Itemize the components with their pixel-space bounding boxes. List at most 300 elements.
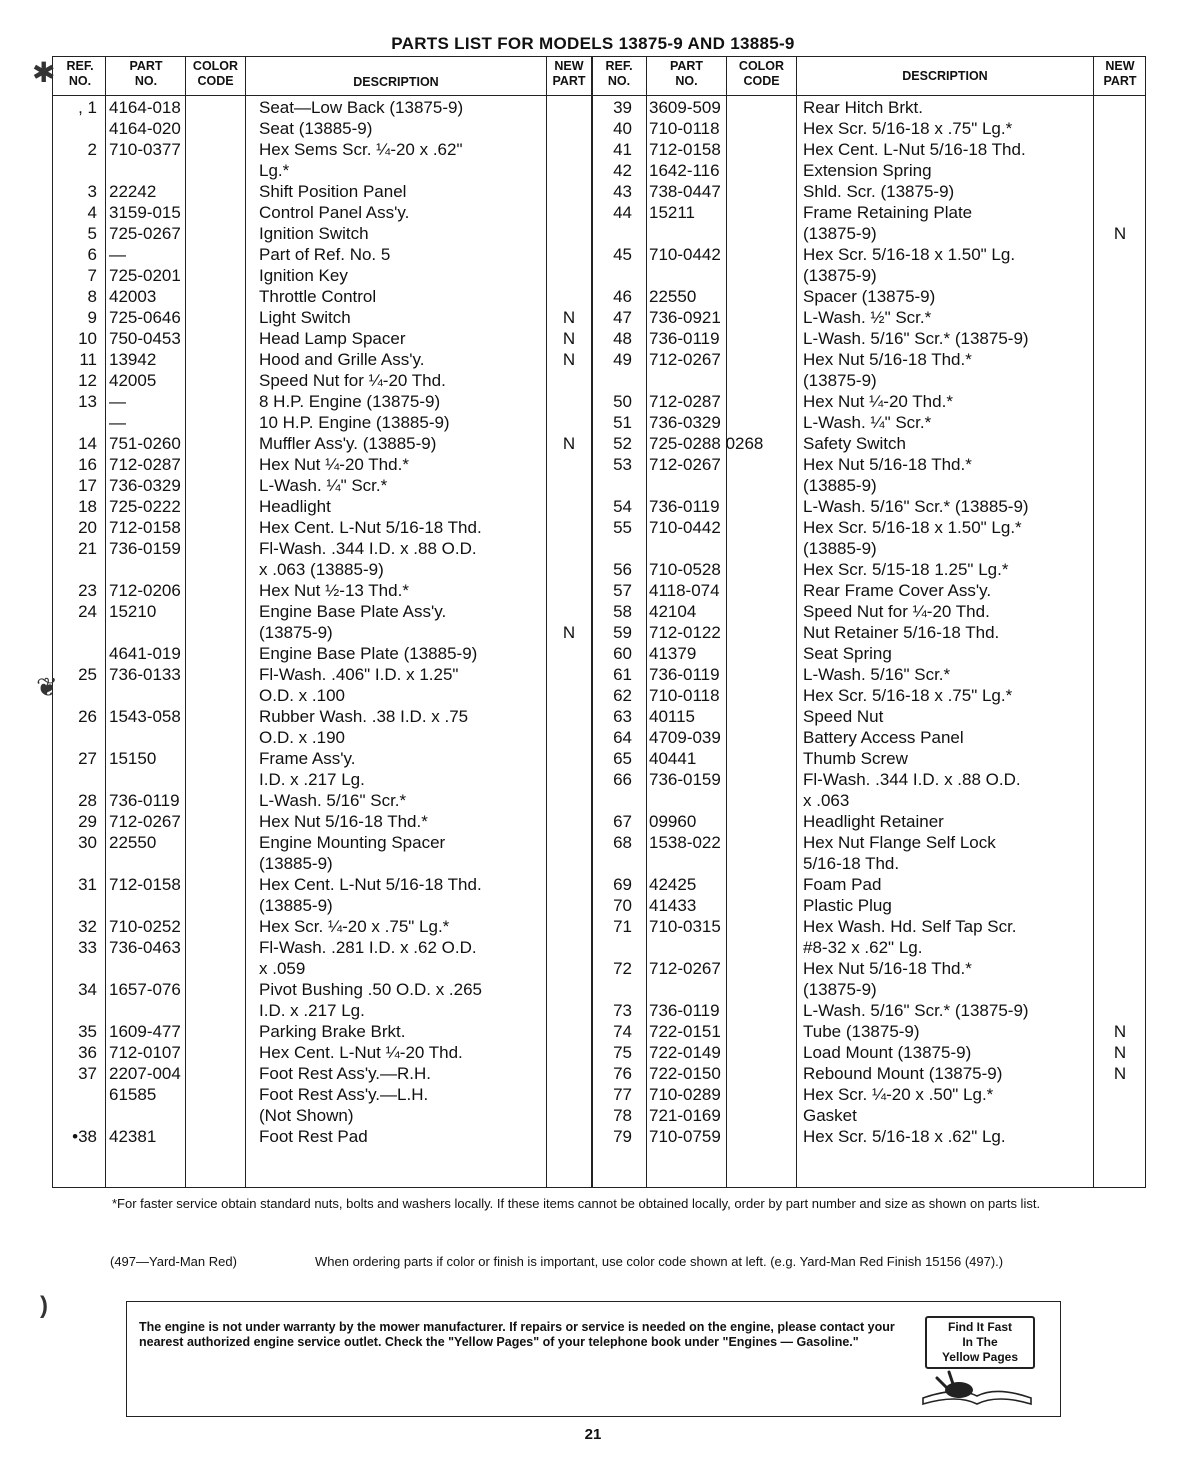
left-cell-ref: 37 — [78, 1064, 97, 1083]
right-cell-desc: Rear Hitch Brkt. — [803, 98, 923, 117]
right-table-row — [53, 580, 1145, 601]
left-cell-ref: , 1 — [78, 98, 97, 117]
right-cell-desc: Speed Nut — [803, 707, 884, 726]
right-cell-desc: (13875-9) — [803, 266, 877, 285]
right-cell-desc: Load Mount (13875-9) — [803, 1043, 972, 1062]
right-cell-ref: 46 — [613, 287, 632, 306]
right-table-row — [53, 853, 1145, 874]
left-cell-part: 22550 — [109, 833, 157, 852]
right-cell-desc: Hex Nut ¼-20 Thd.* — [803, 392, 953, 411]
right-cell-desc: Gasket — [803, 1106, 857, 1125]
left-cell-part: 15210 — [109, 602, 157, 621]
right-cell-ref: 70 — [613, 896, 632, 915]
left-cell-part: 751-0260 — [109, 434, 181, 453]
right-table-row — [53, 559, 1145, 580]
right-table-row — [53, 1126, 1145, 1147]
right-cell-ref: 63 — [613, 707, 632, 726]
left-cell-part: 725-0267 — [109, 224, 181, 243]
right-cell-desc: Hex Scr. 5/16-18 x 1.50" Lg.* — [803, 518, 1022, 537]
right-cell-ref: 49 — [613, 350, 632, 369]
left-cell-desc: Seat (13885-9) — [259, 119, 373, 138]
right-cell-new: N — [1113, 1022, 1127, 1041]
right-table-row — [53, 412, 1145, 433]
left-cell-part: 736-0329 — [109, 476, 181, 495]
left-cell-desc: Fl-Wash. .406" I.D. x 1.25" — [259, 665, 459, 684]
left-cell-part: 22242 — [109, 182, 157, 201]
left-cell-ref: 8 — [87, 287, 97, 306]
right-cell-ref: 79 — [613, 1127, 632, 1146]
right-cell-ref: 52 — [613, 434, 632, 453]
header-part-no: PART NO. — [129, 59, 163, 88]
left-cell-part: 15150 — [109, 749, 157, 768]
right-cell-part: 42104 — [649, 602, 697, 621]
right-table-row — [53, 643, 1145, 664]
left-cell-desc: Lg.* — [259, 161, 290, 180]
left-cell-desc: Fl-Wash. .344 I.D. x .88 O.D. — [259, 539, 477, 558]
left-cell-ref: 27 — [78, 749, 97, 768]
left-cell-part: 13942 — [109, 350, 157, 369]
left-cell-ref: 20 — [78, 518, 97, 537]
right-cell-desc: Seat Spring — [803, 644, 892, 663]
left-cell-part: 712-0158 — [109, 518, 181, 537]
left-cell-desc: Hex Scr. ¼-20 x .75" Lg.* — [259, 917, 450, 936]
left-cell-part: 710-0377 — [109, 140, 181, 159]
right-cell-part: 722-0151 — [649, 1022, 721, 1041]
right-table-row — [53, 979, 1145, 1000]
right-cell-part: 736-0159 — [649, 770, 721, 789]
right-cell-ref: 56 — [613, 560, 632, 579]
left-cell-desc: Headlight — [259, 497, 331, 516]
right-cell-desc: Plastic Plug — [803, 896, 892, 915]
right-table-row — [53, 790, 1145, 811]
left-cell-ref: 30 — [78, 833, 97, 852]
left-cell-ref: 9 — [87, 308, 97, 327]
right-table-row — [53, 601, 1145, 622]
right-table-row — [53, 811, 1145, 832]
right-cell-desc: (13885-9) — [803, 539, 877, 558]
right-cell-desc: Hex Nut 5/16-18 Thd.* — [803, 455, 972, 474]
header-description: DESCRIPTION — [353, 75, 439, 89]
left-cell-ref: 7 — [87, 266, 97, 285]
walking-fingers-icon — [917, 1368, 1037, 1408]
left-cell-part: 4164-018 — [109, 98, 181, 117]
right-cell-desc: Fl-Wash. .344 I.D. x .88 O.D. — [803, 770, 1021, 789]
right-cell-ref: 55 — [613, 518, 632, 537]
header-part-no-right: PART NO. — [669, 59, 704, 88]
right-cell-new: N — [1113, 1064, 1127, 1083]
right-table-row — [53, 307, 1145, 328]
right-cell-desc: Rear Frame Cover Ass'y. — [803, 581, 992, 600]
scan-mark-icon: ✱ — [32, 57, 56, 88]
right-cell-part: 738-0447 — [649, 182, 721, 201]
right-table-row — [53, 769, 1145, 790]
left-cell-ref: 17 — [78, 476, 97, 495]
right-table-row — [53, 706, 1145, 727]
right-cell-part: 712-0287 — [649, 392, 721, 411]
left-cell-desc: Ignition Switch — [259, 224, 369, 243]
left-cell-part: 725-0646 — [109, 308, 181, 327]
left-cell-ref: 14 — [78, 434, 97, 453]
right-cell-new: N — [1113, 224, 1127, 243]
right-table-row — [53, 937, 1145, 958]
badge-line-3: Yellow Pages — [941, 1350, 1019, 1364]
right-cell-ref: 78 — [613, 1106, 632, 1125]
left-cell-desc: (Not Shown) — [259, 1106, 354, 1125]
right-cell-ref: 67 — [613, 812, 632, 831]
left-cell-desc: Speed Nut for ¼-20 Thd. — [259, 371, 446, 390]
right-cell-desc: Shld. Scr. (13875-9) — [803, 182, 955, 201]
left-cell-part: — — [109, 413, 126, 432]
right-cell-ref: 45 — [613, 245, 632, 264]
left-cell-new: N — [562, 329, 576, 348]
right-cell-desc: Tube (13875-9) — [803, 1022, 920, 1041]
left-cell-ref: 26 — [78, 707, 97, 726]
right-table-row — [53, 181, 1145, 202]
left-cell-desc: Ignition Key — [259, 266, 348, 285]
left-cell-desc: Muffler Ass'y. (13885-9) — [259, 434, 437, 453]
right-cell-desc: L-Wash. ½" Scr.* — [803, 308, 932, 327]
badge-line-2: In The — [962, 1335, 998, 1349]
left-cell-desc: Hex Cent. L-Nut ¼-20 Thd. — [259, 1043, 463, 1062]
page-title: PARTS LIST FOR MODELS 13875-9 AND 13885-9 — [391, 34, 795, 53]
left-cell-desc: Hex Nut 5/16-18 Thd.* — [259, 812, 428, 831]
right-cell-part: 40115 — [649, 707, 696, 726]
header-new-part-right: NEW PART — [1103, 59, 1137, 88]
right-table-row — [53, 433, 1145, 454]
left-cell-ref: 11 — [79, 350, 97, 369]
left-cell-part: 42005 — [109, 371, 157, 390]
right-table-row — [53, 118, 1145, 139]
left-cell-part: 712-0107 — [109, 1043, 181, 1062]
right-cell-part: 42425 — [649, 875, 697, 894]
page-number: 21 — [584, 1426, 602, 1443]
right-cell-desc: Hex Cent. L-Nut 5/16-18 Thd. — [803, 140, 1026, 159]
header-new-part: NEW PART — [552, 59, 586, 88]
left-cell-part: — — [109, 392, 126, 411]
right-cell-part: 4709-039 — [649, 728, 721, 747]
right-cell-new: N — [1113, 1043, 1127, 1062]
right-cell-desc: Headlight Retainer — [803, 812, 944, 831]
left-cell-ref: 24 — [78, 602, 97, 621]
left-cell-desc: I.D. x .217 Lg. — [259, 1001, 365, 1020]
left-cell-desc: x .059 — [259, 959, 306, 978]
right-cell-desc: Hex Nut Flange Self Lock — [803, 833, 996, 852]
right-cell-desc: Hex Scr. 5/16-18 x .62" Lg. — [803, 1127, 1006, 1146]
right-table-row — [53, 160, 1145, 181]
left-cell-ref: 2 — [87, 140, 97, 159]
left-cell-part: 42003 — [109, 287, 157, 306]
right-cell-part: 09960 — [649, 812, 697, 831]
header-ref-no: REF. NO. — [66, 59, 94, 88]
scan-mark-icon: ❦ — [36, 672, 58, 702]
right-cell-desc: L-Wash. 5/16" Scr.* (13875-9) — [803, 329, 1029, 348]
right-table-row — [53, 1063, 1145, 1084]
right-cell-ref: 66 — [613, 770, 632, 789]
right-cell-desc: (13875-9) — [803, 224, 877, 243]
left-cell-part: 2207-004 — [109, 1064, 181, 1083]
right-cell-part: 710-0528 — [649, 560, 721, 579]
left-cell-desc: Rubber Wash. .38 I.D. x .75 — [259, 707, 469, 726]
right-table-row — [53, 496, 1145, 517]
warranty-notice — [126, 1301, 1061, 1417]
yellow-pages-badge — [917, 1312, 1037, 1406]
right-cell-part: 722-0150 — [649, 1064, 721, 1083]
right-cell-ref: 42 — [613, 161, 632, 180]
color-note-label: (497—Yard-Man Red) — [110, 1254, 237, 1269]
left-cell-ref: 34 — [78, 980, 97, 999]
left-cell-part: 712-0158 — [109, 875, 181, 894]
right-cell-desc: Hex Scr. ¼-20 x .50" Lg.* — [803, 1085, 994, 1104]
right-cell-part: 710-0442 — [649, 245, 721, 264]
right-cell-ref: 54 — [613, 497, 632, 516]
right-cell-desc: L-Wash. 5/16" Scr.* — [803, 665, 951, 684]
left-cell-desc: Parking Brake Brkt. — [259, 1022, 406, 1041]
right-table-row — [53, 664, 1145, 685]
right-cell-ref: 76 — [613, 1064, 632, 1083]
left-cell-ref: 29 — [78, 812, 97, 831]
left-cell-ref: 28 — [78, 791, 97, 810]
right-cell-part: 4118-074 — [649, 581, 720, 600]
left-cell-part: 42381 — [109, 1127, 157, 1146]
left-cell-part: 3159-015 — [109, 203, 181, 222]
left-cell-ref: 16 — [78, 455, 97, 474]
left-cell-ref: 23 — [78, 581, 97, 600]
left-cell-desc: Shift Position Panel — [259, 182, 407, 201]
left-cell-desc: Pivot Bushing .50 O.D. x .265 — [259, 980, 483, 999]
right-cell-desc: Hex Wash. Hd. Self Tap Scr. — [803, 917, 1017, 936]
left-cell-part: 712-0267 — [109, 812, 181, 831]
right-cell-desc: Thumb Screw — [803, 749, 908, 768]
right-cell-part: 22550 — [649, 287, 697, 306]
right-cell-ref: 58 — [613, 602, 632, 621]
right-table-row — [53, 1105, 1145, 1126]
left-cell-part: 61585 — [109, 1085, 157, 1104]
right-cell-part: 41433 — [649, 896, 697, 915]
right-cell-ref: 39 — [613, 98, 632, 117]
right-cell-ref: 59 — [613, 623, 632, 642]
right-cell-ref: 41 — [613, 140, 632, 159]
left-cell-desc: (13875-9) — [259, 623, 333, 642]
right-cell-part: 3609-509 — [649, 98, 721, 117]
right-cell-part: 41379 — [649, 644, 697, 663]
right-cell-desc: Extension Spring — [803, 161, 932, 180]
color-note-text: When ordering parts if color or finish is important, use color code shown at left. (e.g. Yard-Man Red Finish 15156 (497).) — [315, 1254, 1004, 1269]
left-cell-part: 710-0252 — [109, 917, 181, 936]
right-table-row — [53, 475, 1145, 496]
right-cell-desc: (13875-9) — [803, 980, 877, 999]
left-cell-desc: Hex Cent. L-Nut 5/16-18 Thd. — [259, 875, 482, 894]
right-cell-desc: Frame Retaining Plate — [803, 203, 973, 222]
header-color-code-right: COLOR CODE — [738, 59, 785, 88]
right-table-row — [53, 748, 1145, 769]
left-cell-desc: Foot Rest Ass'y.—L.H. — [259, 1085, 429, 1104]
right-table-row — [53, 139, 1145, 160]
header-description-right: DESCRIPTION — [902, 69, 988, 83]
right-table-row — [53, 349, 1145, 370]
right-cell-ref: 62 — [613, 686, 632, 705]
right-cell-part: 712-0122 — [649, 623, 721, 642]
left-cell-part: 736-0463 — [109, 938, 181, 957]
left-cell-desc: Seat—Low Back (13875-9) — [259, 98, 464, 117]
right-table-row — [53, 685, 1145, 706]
right-cell-part: 15211 — [649, 203, 696, 222]
right-cell-part: 736-0119 — [649, 329, 720, 348]
right-cell-ref: 48 — [613, 329, 632, 348]
right-cell-desc: Hex Scr. 5/16-18 x 1.50" Lg. — [803, 245, 1016, 264]
left-cell-part: 736-0119 — [109, 791, 180, 810]
right-cell-ref: 53 — [613, 455, 632, 474]
right-cell-part: 736-0119 — [649, 665, 720, 684]
right-table-row — [53, 517, 1145, 538]
right-cell-desc: Rebound Mount (13875-9) — [803, 1064, 1003, 1083]
parts-table — [52, 56, 1146, 1188]
right-cell-desc: Speed Nut for ¼-20 Thd. — [803, 602, 990, 621]
right-cell-desc: x .063 — [803, 791, 850, 810]
left-cell-desc: L-Wash. 5/16" Scr.* — [259, 791, 407, 810]
right-cell-desc: (13885-9) — [803, 476, 877, 495]
badge-line-1: Find It Fast — [948, 1320, 1012, 1334]
right-cell-part: 710-0315 — [649, 917, 721, 936]
left-cell-desc: Control Panel Ass'y. — [259, 203, 410, 222]
right-cell-ref: 43 — [613, 182, 632, 201]
right-cell-ref: 51 — [613, 413, 632, 432]
left-cell-part: 736-0159 — [109, 539, 181, 558]
left-cell-ref: •38 — [72, 1127, 97, 1146]
right-cell-part: 710-0442 — [649, 518, 721, 537]
header-color-code: COLOR CODE — [192, 59, 239, 88]
left-cell-part: 750-0453 — [109, 329, 181, 348]
left-cell-desc: Hex Cent. L-Nut 5/16-18 Thd. — [259, 518, 482, 537]
right-cell-ref: 57 — [613, 581, 632, 600]
right-cell-part: 722-0149 — [649, 1043, 721, 1062]
right-cell-desc: Hex Scr. 5/15-18 1.25" Lg.* — [803, 560, 1009, 579]
left-cell-part: 736-0133 — [109, 665, 181, 684]
footnote: *For faster service obtain standard nuts, bolts and washers locally. If these items cannot be obtained locally, order by part number and size as shown on parts list. — [112, 1196, 1041, 1211]
right-table-row — [53, 832, 1145, 853]
left-cell-ref: 13 — [78, 392, 97, 411]
right-cell-part: 1642-116 — [649, 161, 720, 180]
left-cell-desc: 10 H.P. Engine (13885-9) — [259, 413, 450, 432]
right-cell-desc: (13875-9) — [803, 371, 877, 390]
right-cell-part: 736-0119 — [649, 1001, 720, 1020]
right-cell-desc: Hex Scr. 5/16-18 x .75" Lg.* — [803, 119, 1013, 138]
right-cell-ref: 74 — [613, 1022, 632, 1041]
left-cell-desc: L-Wash. ¼" Scr.* — [259, 476, 388, 495]
right-cell-ref: 69 — [613, 875, 632, 894]
right-table-row — [53, 538, 1145, 559]
left-cell-ref: 10 — [78, 329, 97, 348]
left-cell-desc: (13885-9) — [259, 896, 333, 915]
left-cell-desc: Engine Mounting Spacer — [259, 833, 446, 852]
left-cell-part: 725-0222 — [109, 497, 181, 516]
right-cell-ref: 75 — [613, 1043, 632, 1062]
left-cell-ref: 21 — [78, 539, 97, 558]
right-cell-part: 736-0329 — [649, 413, 721, 432]
left-cell-desc: Head Lamp Spacer — [259, 329, 406, 348]
right-cell-part: 1538-022 — [649, 833, 721, 852]
right-table-row — [53, 622, 1145, 643]
right-table-row — [53, 1021, 1145, 1042]
right-cell-ref: 44 — [613, 203, 632, 222]
left-cell-new: N — [562, 434, 576, 453]
left-cell-desc: Foot Rest Pad — [259, 1127, 368, 1146]
left-cell-desc: x .063 (13885-9) — [259, 560, 384, 579]
left-cell-desc: Engine Base Plate Ass'y. — [259, 602, 447, 621]
left-cell-ref: 25 — [78, 665, 97, 684]
header-ref-no-right: REF. NO. — [605, 59, 633, 88]
right-cell-desc: Foam Pad — [803, 875, 882, 894]
left-cell-desc: Light Switch — [259, 308, 351, 327]
right-table-row — [53, 727, 1145, 748]
right-cell-part: 712-0158 — [649, 140, 721, 159]
right-cell-desc: Battery Access Panel — [803, 728, 964, 747]
right-cell-desc: Hex Nut 5/16-18 Thd.* — [803, 959, 972, 978]
right-cell-part: 710-0289 — [649, 1085, 721, 1104]
right-cell-ref: 47 — [613, 308, 632, 327]
left-cell-desc: Hex Nut ½-13 Thd.* — [259, 581, 409, 600]
right-table-row — [53, 97, 1145, 118]
right-cell-part: 736-0119 — [649, 497, 720, 516]
right-table-row — [53, 1084, 1145, 1105]
left-cell-desc: Foot Rest Ass'y.—R.H. — [259, 1064, 432, 1083]
left-cell-new: N — [562, 623, 576, 642]
scan-mark-icon: ) — [40, 1292, 48, 1319]
left-cell-desc: Throttle Control — [259, 287, 377, 306]
right-table-row — [53, 916, 1145, 937]
left-cell-ref: 5 — [87, 224, 97, 243]
right-table-row — [53, 286, 1145, 307]
right-cell-ref: 60 — [613, 644, 632, 663]
right-cell-part: 710-0759 — [649, 1127, 721, 1146]
right-cell-ref: 64 — [613, 728, 632, 747]
right-cell-desc: Nut Retainer 5/16-18 Thd. — [803, 623, 1000, 642]
left-cell-ref: 4 — [87, 203, 97, 222]
left-cell-part: 712-0206 — [109, 581, 181, 600]
right-cell-ref: 71 — [613, 917, 632, 936]
right-table-row — [53, 958, 1145, 979]
right-cell-desc: L-Wash. 5/16" Scr.* (13885-9) — [803, 497, 1029, 516]
right-cell-desc: L-Wash. ¼" Scr.* — [803, 413, 932, 432]
left-cell-ref: 33 — [78, 938, 97, 957]
right-cell-ref: 68 — [613, 833, 632, 852]
right-cell-desc: Safety Switch — [803, 434, 906, 453]
left-cell-part: 725-0201 — [109, 266, 181, 285]
left-cell-ref: 32 — [78, 917, 97, 936]
right-table-row — [53, 202, 1145, 223]
right-cell-desc: 5/16-18 Thd. — [803, 854, 900, 873]
right-cell-part: 712-0267 — [649, 350, 721, 369]
left-cell-part: 1543-058 — [109, 707, 181, 726]
right-cell-ref: 77 — [613, 1085, 632, 1104]
right-cell-ref: 65 — [613, 749, 632, 768]
left-cell-ref: 12 — [78, 371, 97, 390]
right-cell-ref: 61 — [613, 665, 632, 684]
right-table-row — [53, 1000, 1145, 1021]
left-cell-desc: Part of Ref. No. 5 — [259, 245, 391, 264]
right-table-row — [53, 391, 1145, 412]
warranty-text: The engine is not under warranty by the mower manufacturer. If repairs or service is needed on the engine, please contact your nearest authorized engine service outlet. Check the "Yellow Pages" of your telephone book under "Engines — Gasoline." — [139, 1320, 895, 1349]
left-cell-ref: 18 — [78, 497, 97, 516]
right-cell-desc: L-Wash. 5/16" Scr.* (13875-9) — [803, 1001, 1029, 1020]
right-table-row — [53, 265, 1145, 286]
left-cell-part: 1609-477 — [109, 1022, 181, 1041]
right-cell-part: 710-0118 — [649, 686, 720, 705]
left-cell-desc: Engine Base Plate (13885-9) — [259, 644, 478, 663]
left-cell-desc: Frame Ass'y. — [259, 749, 356, 768]
left-cell-ref: 31 — [78, 875, 97, 894]
right-table-row — [53, 244, 1145, 265]
right-cell-ref: 73 — [613, 1001, 632, 1020]
